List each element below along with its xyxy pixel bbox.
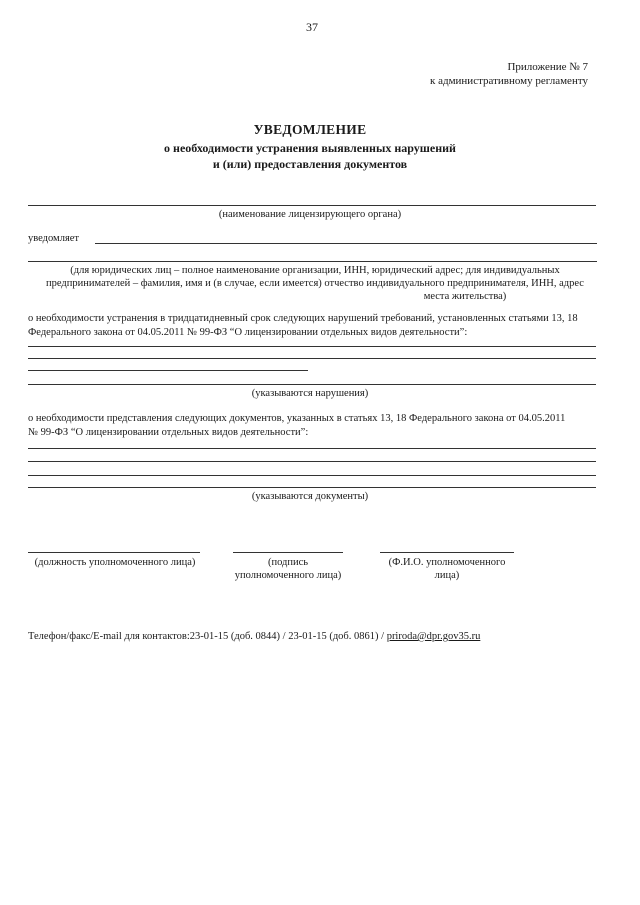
- violations-text: [28, 312, 578, 340]
- entity-caption-line-3: места жительства): [423, 291, 507, 302]
- contact-prefix: Телефон/факс/E-mail для контактов:23-01-15 (доб. 0844) / 23-01-15 (доб. 0861) /: [28, 631, 387, 642]
- entity-caption-line-1: (для юридических лиц – полное наименование организации, ИНН, юридический адрес; для индивидуальных: [70, 265, 560, 276]
- entity-caption-line-2: предпринимателей – фамилия, имя и (в случае, если имеется) отчество индивидуального предпринимателя, ИНН, адрес: [46, 278, 584, 289]
- violations-line-3: [28, 370, 308, 371]
- licensing-body-line: [28, 205, 596, 206]
- documents-line-2: [28, 461, 596, 462]
- entity-line: [28, 261, 597, 262]
- signature-line: [233, 552, 343, 553]
- appendix-note: [430, 60, 588, 88]
- contact-info: [28, 631, 480, 642]
- documents-text-line-2: № 99-ФЗ “О лицензировании отдельных видов деятельности”:: [28, 427, 309, 438]
- document-subtitle-line-2: и (или) предоставления документов: [212, 157, 408, 171]
- appendix-line-1: Приложение № 7: [507, 61, 588, 73]
- contact-email-link[interactable]: priroda@dpr.gov35.ru: [386, 631, 481, 642]
- violations-text-line-2: Федерального закона от 04.05.2011 № 99-ФЗ “О лицензировании отдельных видов деятельности”:: [28, 327, 468, 338]
- appendix-line-2: к административному регламенту: [430, 75, 588, 87]
- full-name-caption-line-2: лица): [434, 570, 460, 581]
- violations-line-4: [28, 384, 596, 385]
- documents-text-line-1: о необходимости представления следующих документов, указанных в статьях 13, 18 Федерального закона от 04.05.2011: [28, 413, 566, 424]
- documents-text: [28, 412, 565, 440]
- documents-line-3: [28, 475, 596, 476]
- documents-line-1: [28, 448, 596, 449]
- position-line: [28, 552, 200, 553]
- notifies-label: уведомляет: [28, 233, 80, 244]
- licensing-body-caption: (наименование лицензирующего органа): [218, 209, 402, 220]
- violations-line-2: [28, 358, 596, 359]
- documents-caption: (указываются документы): [251, 491, 369, 502]
- page-number: 37: [306, 20, 318, 34]
- full-name-caption: [372, 556, 522, 582]
- document-subtitle-line-1: о необходимости устранения выявленных нарушений: [164, 141, 456, 155]
- full-name-caption-line-1: (Ф.И.О. уполномоченного: [388, 557, 506, 568]
- signature-caption-line-1: (подпись: [267, 557, 309, 568]
- entity-caption: [10, 264, 620, 303]
- document-title: УВЕДОМЛЕНИЕ: [253, 122, 367, 137]
- signature-caption: [218, 556, 358, 582]
- full-name-line: [380, 552, 514, 553]
- documents-line-4: [28, 487, 596, 488]
- signature-caption-line-2: уполномоченного лица): [234, 570, 342, 581]
- violations-caption: (указываются нарушения): [251, 388, 369, 399]
- violations-text-line-1: о необходимости устранения в тридцатидневный срок следующих нарушений требований, установленных статьями 13, 18: [28, 313, 578, 324]
- position-caption: (должность уполномоченного лица): [34, 557, 196, 568]
- notifies-line: [95, 243, 597, 244]
- violations-line-1: [28, 346, 596, 347]
